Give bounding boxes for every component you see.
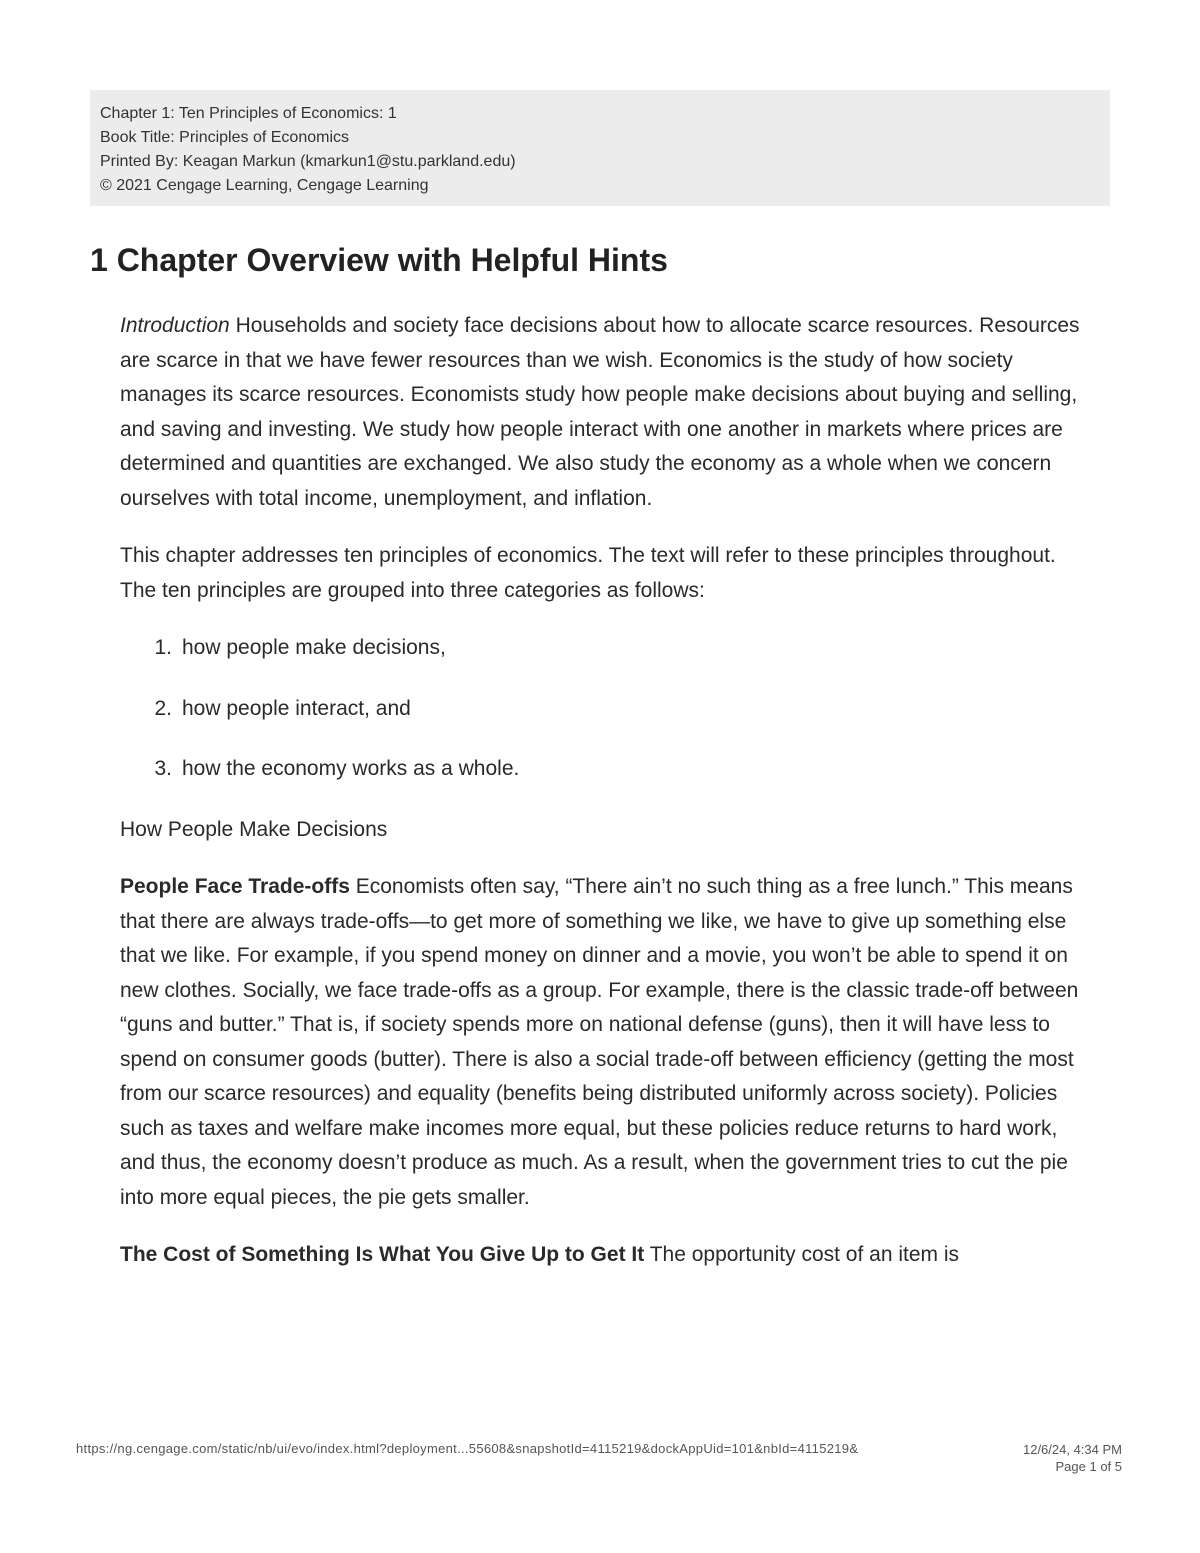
print-header-box (90, 90, 1110, 206)
tradeoffs-label: People Face Trade-offs (120, 875, 350, 898)
copyright-line: © 2021 Cengage Learning, Cengage Learning (100, 177, 429, 194)
footer-page-number: Page 1 of 5 (1055, 1459, 1122, 1474)
list-item (120, 692, 1090, 727)
categories-paragraph: This chapter addresses ten principles of economics. The text will refer to these principles throughout. The ten principles are grouped into three categories as follows: (120, 544, 1056, 602)
list-text: how people interact, and (182, 696, 411, 720)
list-text: how people make decisions, (182, 636, 446, 659)
chapter-title: 1 Chapter Overview with Helpful Hints (90, 242, 668, 278)
footer-url: https://ng.cengage.com/static/nb/ui/evo/index.html?deployment...55608&snapshotId=4115219&dockAppUid=101&nbId=4115219& (76, 1441, 859, 1456)
cost-text: The opportunity cost of an item is (644, 1243, 960, 1266)
chapter-line: Chapter 1: Ten Principles of Economics: 1 (100, 105, 397, 122)
list-item (120, 752, 1090, 787)
list-item (120, 631, 1090, 666)
book-title-line: Book Title: Principles of Economics (100, 129, 349, 146)
list-text: how the economy works as a whole. (182, 757, 520, 780)
printed-by-line: Printed By: Keagan Markun (kmarkun1@stu.parkland.edu) (100, 153, 516, 170)
section-heading: How People Make Decisions (120, 817, 388, 841)
tradeoffs-text: Economists often say, “There ain’t no such thing as a free lunch.” This means that there are always trade-offs—to get more of something we like, we have to give up something else that we like. For example, if you spend money on dinner and a movie, you won’t be able to spend it on new clothes. Socially, we face trade-offs as a group. For example, there is the classic trade-off between “guns and butter.” That is, if society spends more on national defense (guns), then it will have less to spend on consumer goods (butter). There is also a social trade-off between efficiency (getting the most from our scarce resources) and equality (benefits being distributed uniformly across society). Policies such as taxes and welfare make incomes more equal, but these policies reduce returns to hard work, and thus, the economy doesn’t produce as much. As a result, when the government tries to cut the pie into more equal pieces, the pie gets smaller. (120, 875, 1079, 1209)
intro-paragraph (120, 309, 1090, 516)
intro-text: Households and society face decisions about how to allocate scarce resources. Resources are scarce in that we have fewer resources than we wish. Economics is the study of how society manages its scarce resources. Economists study how people make decisions about buying and selling, and saving and investing. We study how people interact with one another in markets where prices are determined and quantities are exchanged. We also study the economy as a whole when we concern ourselves with total income, unemployment, and inflation. (120, 314, 1080, 510)
list-number: 1. (154, 636, 172, 659)
intro-label: Introduction (120, 314, 230, 337)
list-number: 2. (154, 696, 172, 720)
cost-paragraph (120, 1238, 1090, 1273)
footer-meta (1023, 1441, 1122, 1475)
chapter-content (120, 309, 1090, 1296)
cost-label: The Cost of Something Is What You Give Up to Get It (120, 1243, 645, 1266)
footer-datetime: 12/6/24, 4:34 PM (1022, 1442, 1122, 1457)
tradeoffs-paragraph (120, 870, 1090, 1215)
categories-list (120, 631, 1090, 787)
list-number: 3. (154, 757, 172, 780)
